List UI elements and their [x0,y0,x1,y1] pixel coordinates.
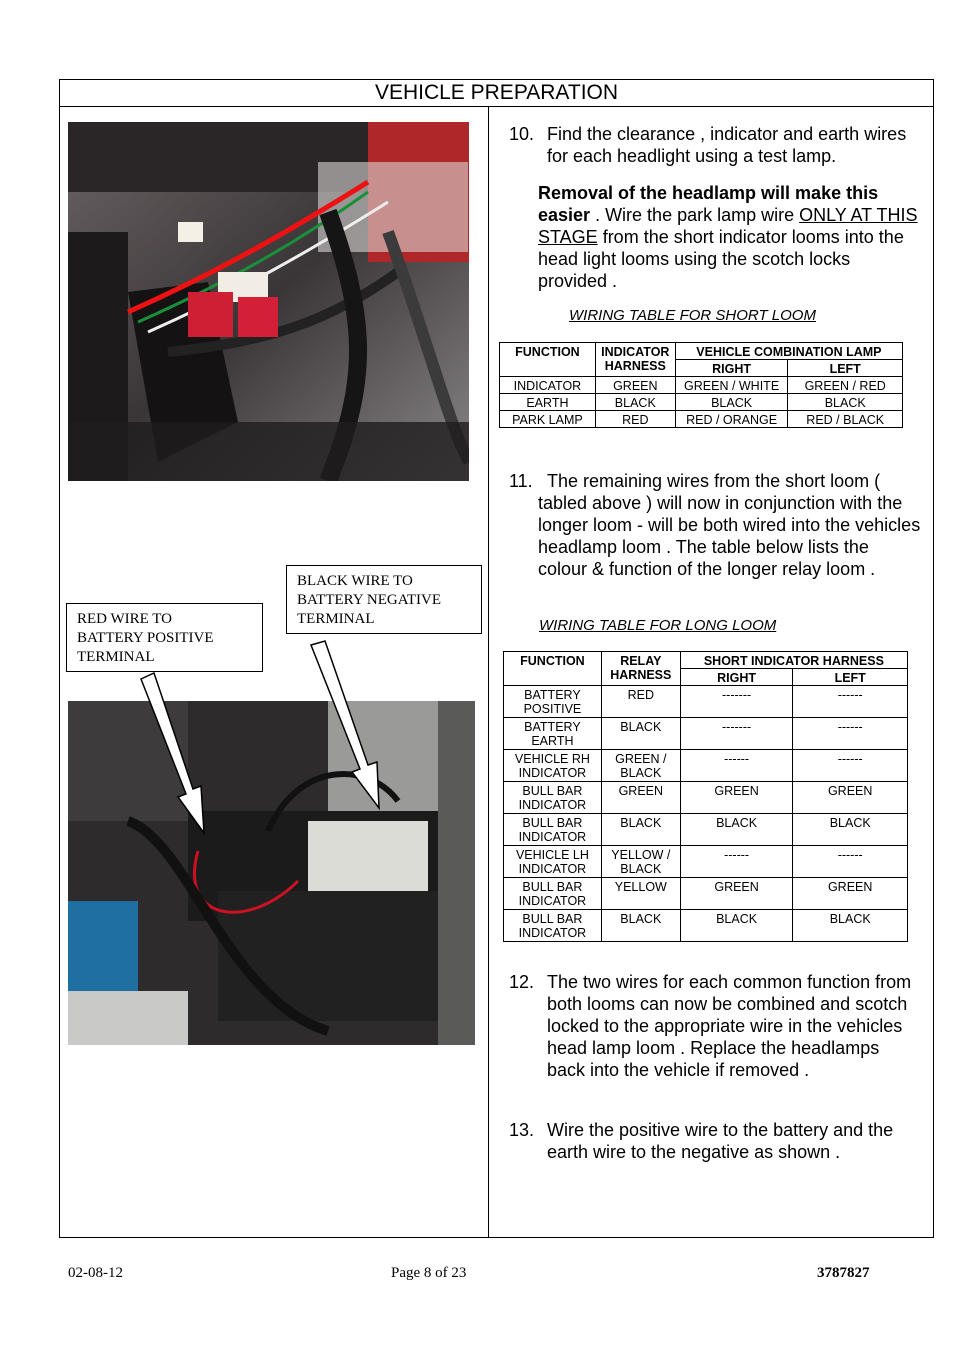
red-wire-callout: RED WIRE TO BATTERY POSITIVE TERMINAL [66,603,263,672]
footer-page-number: Page 8 of 23 [391,1265,467,1281]
footer-part-number: 3787827 [817,1265,870,1281]
table-row: BULL BAR INDICATOR YELLOW GREEN GREEN [504,878,908,910]
col-header-group: VEHICLE COMBINATION LAMP [675,343,902,360]
footer-date: 02-08-12 [68,1265,123,1281]
black-wire-arrow-icon [311,641,379,808]
table-row: INDICATOR GREEN GREEN / WHITE GREEN / RED [500,377,903,394]
col-header-function: FUNCTION [500,343,596,377]
col-header-right: RIGHT [675,360,788,377]
short-loom-caption: WIRING TABLE FOR SHORT LOOM [569,307,816,324]
col-header-harness: INDICATOR HARNESS [595,343,675,377]
table-row: VEHICLE LH INDICATOR YELLOW / BLACK ------ ------ [504,846,908,878]
table-row: BULL BAR INDICATOR GREEN GREEN GREEN [504,782,908,814]
col-header-function: FUNCTION [504,652,602,686]
table-row: EARTH BLACK BLACK BLACK [500,394,903,411]
col-header-left: LEFT [788,360,903,377]
col-header-group: SHORT INDICATOR HARNESS [680,652,907,669]
table-row: PARK LAMP RED RED / ORANGE RED / BLACK [500,411,903,428]
col-header-harness: RELAY HARNESS [601,652,680,686]
long-loom-table [503,651,908,942]
table-row: VEHICLE RH INDICATOR GREEN / BLACK ------ ------ [504,750,908,782]
table-row: BULL BAR INDICATOR BLACK BLACK BLACK [504,814,908,846]
step-10-note: Removal of the headlamp will make this easier . Wire the park lamp wire ONLY AT THIS STAGE from the short indicator looms into the head light looms using the scotch locks provided . [538,183,918,291]
col-header-left: LEFT [793,669,908,686]
table-row: BULL BAR INDICATOR BLACK BLACK BLACK [504,910,908,942]
long-loom-caption: WIRING TABLE FOR LONG LOOM [539,617,777,634]
black-wire-callout: BLACK WIRE TO BATTERY NEGATIVE TERMINAL [286,565,482,634]
table-row: BATTERY EARTH BLACK ------- ------ [504,718,908,750]
table-row: BATTERY POSITIVE RED ------- ------ [504,686,908,718]
page-title: VEHICLE PREPARATION [59,79,934,107]
col-header-right: RIGHT [680,669,793,686]
red-wire-arrow-icon [141,673,204,833]
short-loom-table [499,342,903,428]
